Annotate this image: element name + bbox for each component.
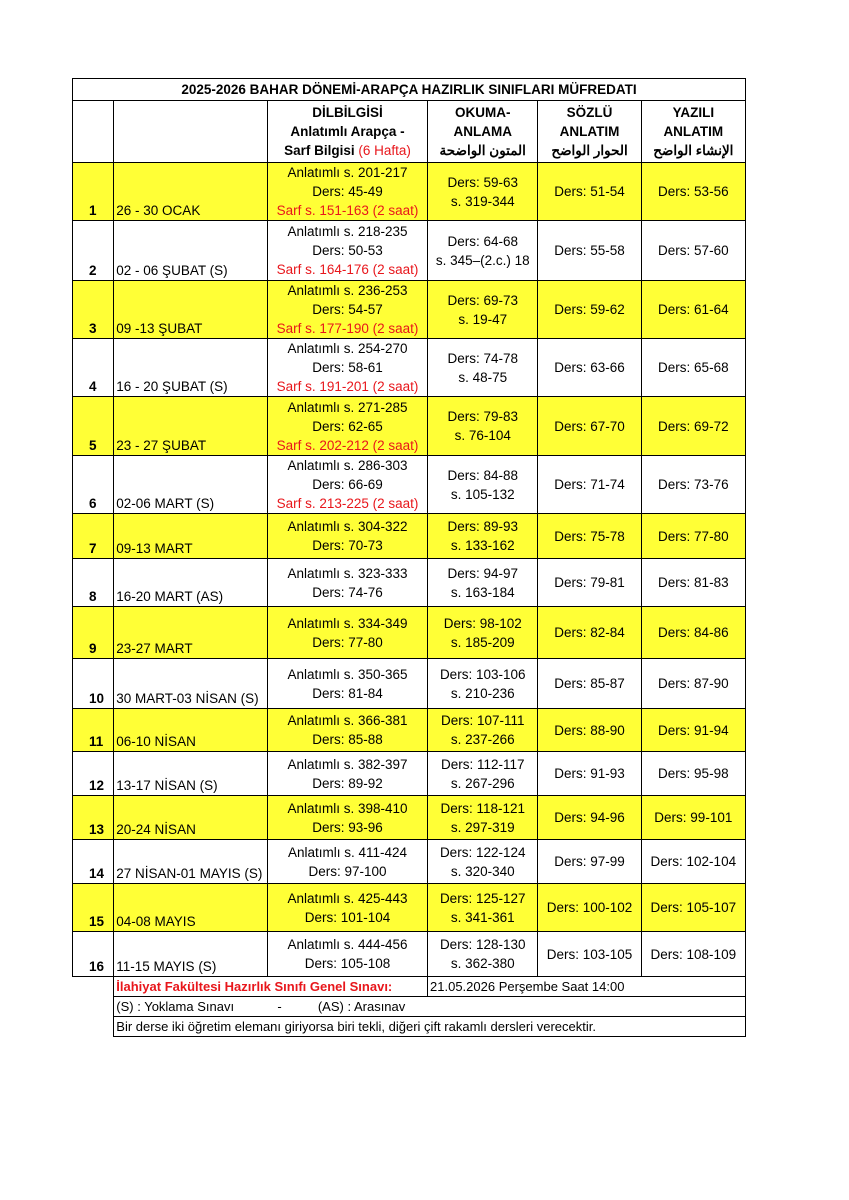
dil-line-2: Ders: 93-96	[312, 819, 383, 835]
table-row	[73, 397, 746, 456]
okuma-cell	[428, 796, 538, 840]
table-row	[73, 514, 746, 559]
dil-line-2: Ders: 45-49	[312, 184, 383, 199]
okuma-line-2: s. 237-266	[450, 732, 515, 747]
sozlu-cell: Ders: 100-102	[538, 884, 641, 932]
okuma-cell	[428, 752, 538, 796]
week-number: 1	[73, 163, 114, 221]
footer-legend-row	[73, 997, 746, 1017]
yazili-cell: Ders: 99-101	[641, 796, 745, 840]
okuma-cell	[428, 221, 538, 281]
header-no	[73, 101, 114, 163]
header-yazili	[641, 101, 745, 163]
footer-exam-date: 21.05.2026 Perşembe Saat 14:00	[428, 977, 746, 997]
okuma-cell	[428, 514, 538, 559]
okuma-line-2: s. 210-236	[450, 685, 515, 701]
week-dates: 02-06 MART (S)	[114, 456, 268, 514]
okuma-cell	[428, 840, 538, 884]
yazili-cell: Ders: 77-80	[641, 514, 745, 559]
dil-line-1: Anlatımlı s. 350-365	[287, 666, 408, 682]
okuma-line-2: s. 76-104	[454, 428, 511, 443]
okuma-cell	[428, 607, 538, 659]
header-okuma	[428, 101, 538, 163]
okuma-line-1: Ders: 118-121	[440, 800, 525, 816]
sarf-line: Sarf s. 213-225 (2 saat)	[276, 496, 419, 511]
okuma-line-2: s. 105-132	[450, 486, 515, 502]
table-row	[73, 796, 746, 840]
dil-line-2: Ders: 81-84	[312, 685, 383, 701]
dil-line-1: Anlatımlı s. 286-303	[287, 458, 408, 473]
week-number: 2	[73, 221, 114, 281]
table-row	[73, 221, 746, 281]
header-okuma-line-1: OKUMA-	[454, 105, 511, 120]
week-number: 8	[73, 559, 114, 607]
dil-line-2: Ders: 58-61	[312, 360, 383, 375]
okuma-line-1: Ders: 79-83	[447, 409, 518, 424]
table-row	[73, 840, 746, 884]
dil-line-1: Anlatımlı s. 323-333	[287, 565, 408, 581]
curriculum-table	[72, 78, 746, 1037]
dil-line-1: Anlatımlı s. 271-285	[287, 399, 408, 415]
week-dates: 23 - 27 ŞUBAT	[114, 397, 268, 456]
sozlu-cell: Ders: 94-96	[538, 796, 641, 840]
header-dil-line-1: DİLBİLGİSİ	[312, 105, 383, 120]
dilbilgisi-cell	[268, 559, 428, 607]
sozlu-cell: Ders: 67-70	[538, 397, 641, 456]
dilbilgisi-cell	[268, 796, 428, 840]
header-row	[73, 101, 746, 163]
dil-line-1: Anlatımlı s. 382-397	[287, 756, 408, 772]
dil-line-2: Ders: 89-92	[312, 775, 383, 791]
dil-line-1: Anlatımlı s. 444-456	[287, 937, 408, 952]
dil-line-1: Anlatımlı s. 366-381	[287, 713, 408, 728]
week-dates: 09-13 MART	[114, 514, 268, 559]
dil-line-2: Ders: 50-53	[312, 243, 383, 258]
yazili-cell: Ders: 95-98	[641, 752, 745, 796]
sarf-line: Sarf s. 177-190 (2 saat)	[276, 321, 419, 336]
dilbilgisi-cell	[268, 221, 428, 281]
sozlu-cell: Ders: 88-90	[538, 709, 641, 752]
table-row	[73, 709, 746, 752]
week-number: 15	[73, 884, 114, 932]
yazili-cell: Ders: 84-86	[641, 607, 745, 659]
sarf-line: Sarf s. 151-163 (2 saat)	[276, 203, 419, 218]
dil-line-1: Anlatımlı s. 304-322	[287, 519, 408, 534]
sozlu-cell: Ders: 91-93	[538, 752, 641, 796]
week-dates: 26 - 30 OCAK	[114, 163, 268, 221]
dilbilgisi-cell	[268, 752, 428, 796]
okuma-cell	[428, 281, 538, 339]
week-dates: 16 - 20 ŞUBAT (S)	[114, 339, 268, 397]
yazili-cell: Ders: 69-72	[641, 397, 745, 456]
table-row	[73, 607, 746, 659]
table-row	[73, 456, 746, 514]
dilbilgisi-cell	[268, 884, 428, 932]
week-dates: 09 -13 ŞUBAT	[114, 281, 268, 339]
table-row	[73, 884, 746, 932]
okuma-line-2: s. 48-75	[458, 369, 508, 385]
table-row	[73, 339, 746, 397]
table-row	[73, 932, 746, 977]
okuma-line-1: Ders: 107-111	[440, 713, 525, 728]
okuma-line-1: Ders: 74-78	[447, 350, 518, 366]
week-number: 6	[73, 456, 114, 514]
okuma-line-2: s. 163-184	[450, 584, 515, 600]
sarf-line: Sarf s. 202-212 (2 saat)	[276, 437, 419, 453]
header-okuma-line-2: ANLAMA	[453, 124, 512, 139]
header-dil-line-3: Sarf Bilgisi	[284, 143, 355, 158]
yazili-cell: Ders: 102-104	[641, 840, 745, 884]
table-row	[73, 752, 746, 796]
dilbilgisi-cell	[268, 514, 428, 559]
okuma-cell	[428, 884, 538, 932]
okuma-line-1: Ders: 128-130	[439, 937, 526, 952]
okuma-cell	[428, 559, 538, 607]
week-number: 11	[73, 709, 114, 752]
footer-note: Bir derse iki öğretim elemanı giriyorsa biri tekli, diğeri çift rakamlı dersleri verecektir.	[114, 1017, 746, 1037]
header-dil-note: (6 Hafta)	[358, 143, 411, 158]
sozlu-cell: Ders: 71-74	[538, 456, 641, 514]
okuma-line-2: s. 267-296	[450, 775, 515, 791]
week-number: 12	[73, 752, 114, 796]
dilbilgisi-cell	[268, 709, 428, 752]
sozlu-cell: Ders: 63-66	[538, 339, 641, 397]
header-sozlu-line-2: ANLATIM	[559, 124, 620, 139]
sozlu-cell: Ders: 59-62	[538, 281, 641, 339]
week-dates: 06-10 NİSAN	[114, 709, 268, 752]
okuma-line-2: s. 341-361	[450, 909, 515, 925]
yazili-cell: Ders: 105-107	[641, 884, 745, 932]
sozlu-cell: Ders: 97-99	[538, 840, 641, 884]
okuma-cell	[428, 659, 538, 709]
dil-line-1: Anlatımlı s. 201-217	[287, 165, 408, 180]
sozlu-cell: Ders: 75-78	[538, 514, 641, 559]
week-number: 7	[73, 514, 114, 559]
dil-line-2: Ders: 70-73	[312, 538, 383, 553]
okuma-cell	[428, 932, 538, 977]
okuma-cell	[428, 456, 538, 514]
yazili-cell: Ders: 53-56	[641, 163, 745, 221]
week-number: 5	[73, 397, 114, 456]
okuma-line-1: Ders: 98-102	[443, 615, 522, 631]
dil-line-2: Ders: 97-100	[308, 863, 387, 879]
sozlu-cell: Ders: 55-58	[538, 221, 641, 281]
footer-note-row	[73, 1017, 746, 1037]
dil-line-2: Ders: 74-76	[312, 584, 383, 600]
yazili-cell: Ders: 61-64	[641, 281, 745, 339]
table-row	[73, 163, 746, 221]
week-number: 4	[73, 339, 114, 397]
week-dates: 27 NİSAN-01 MAYIS (S)	[114, 840, 268, 884]
dilbilgisi-cell	[268, 281, 428, 339]
dil-line-2: Ders: 85-88	[312, 732, 383, 747]
yazili-cell: Ders: 91-94	[641, 709, 745, 752]
week-dates: 04-08 MAYIS	[114, 884, 268, 932]
okuma-line-2: s. 319-344	[450, 193, 515, 209]
table-row	[73, 281, 746, 339]
yazili-cell: Ders: 57-60	[641, 221, 745, 281]
week-dates: 11-15 MAYIS (S)	[114, 932, 268, 977]
header-dilbilgisi	[268, 101, 428, 163]
dil-line-2: Ders: 66-69	[312, 477, 383, 492]
sozlu-cell: Ders: 51-54	[538, 163, 641, 221]
footer-exam-label: İlahiyat Fakültesi Hazırlık Sınıfı Genel Sınavı:	[114, 977, 428, 997]
dil-line-2: Ders: 62-65	[312, 418, 383, 434]
yazili-cell: Ders: 81-83	[641, 559, 745, 607]
yazili-cell: Ders: 87-90	[641, 659, 745, 709]
week-dates: 20-24 NİSAN	[114, 796, 268, 840]
sozlu-cell: Ders: 85-87	[538, 659, 641, 709]
okuma-line-2: s. 345–(2.c.) 18	[435, 252, 530, 268]
dilbilgisi-cell	[268, 840, 428, 884]
week-number: 13	[73, 796, 114, 840]
week-number: 3	[73, 281, 114, 339]
okuma-line-1: Ders: 122-124	[439, 844, 526, 860]
header-dil-line-2: Anlatımlı Arapça -	[290, 124, 405, 139]
okuma-line-1: Ders: 69-73	[447, 292, 518, 308]
dil-line-2: Ders: 54-57	[312, 302, 383, 317]
okuma-line-2: s. 320-340	[450, 863, 515, 879]
header-okuma-arabic: المتون الواضحة	[439, 143, 526, 158]
week-dates: 23-27 MART	[114, 607, 268, 659]
sozlu-cell: Ders: 82-84	[538, 607, 641, 659]
okuma-line-2: s. 185-209	[450, 634, 515, 650]
yazili-cell: Ders: 65-68	[641, 339, 745, 397]
dil-line-1: Anlatımlı s. 398-410	[287, 800, 408, 816]
header-yazili-line-2: ANLATIM	[663, 124, 724, 139]
sozlu-cell: Ders: 103-105	[538, 932, 641, 977]
dilbilgisi-cell	[268, 659, 428, 709]
footer-exam-row	[73, 977, 746, 997]
header-yazili-arabic: الإنشاء الواضح	[653, 143, 734, 158]
dil-line-2: Ders: 77-80	[312, 634, 383, 650]
dil-line-1: Anlatımlı s. 254-270	[287, 341, 408, 356]
header-date	[114, 101, 268, 163]
week-number: 10	[73, 659, 114, 709]
dilbilgisi-cell	[268, 456, 428, 514]
okuma-cell	[428, 709, 538, 752]
header-sozlu-arabic: الحوار الواضح	[551, 143, 628, 158]
dil-line-1: Anlatımlı s. 411-424	[288, 844, 408, 860]
week-dates: 16-20 MART (AS)	[114, 559, 268, 607]
dil-line-2: Ders: 105-108	[304, 956, 391, 971]
footer-legend: (S) : Yoklama Sınavı - (AS) : Arasınav	[114, 997, 746, 1017]
sarf-line: Sarf s. 164-176 (2 saat)	[276, 262, 419, 277]
dilbilgisi-cell	[268, 339, 428, 397]
dil-line-2: Ders: 101-104	[304, 909, 391, 925]
okuma-line-1: Ders: 89-93	[447, 519, 518, 534]
sarf-line: Sarf s. 191-201 (2 saat)	[276, 379, 419, 394]
dilbilgisi-cell	[268, 163, 428, 221]
okuma-line-1: Ders: 59-63	[447, 174, 518, 190]
sozlu-cell: Ders: 79-81	[538, 559, 641, 607]
table-row	[73, 659, 746, 709]
dil-line-1: Anlatımlı s. 425-443	[287, 890, 408, 906]
okuma-line-1: Ders: 64-68	[447, 233, 518, 249]
week-dates: 13-17 NİSAN (S)	[114, 752, 268, 796]
week-dates: 02 - 06 ŞUBAT (S)	[114, 221, 268, 281]
dilbilgisi-cell	[268, 607, 428, 659]
okuma-line-2: s. 297-319	[450, 819, 515, 835]
okuma-line-2: s. 19-47	[458, 311, 508, 327]
dilbilgisi-cell	[268, 932, 428, 977]
okuma-cell	[428, 163, 538, 221]
week-dates: 30 MART-03 NİSAN (S)	[114, 659, 268, 709]
okuma-cell	[428, 397, 538, 456]
okuma-line-1: Ders: 103-106	[439, 666, 526, 682]
yazili-cell: Ders: 108-109	[641, 932, 745, 977]
yazili-cell: Ders: 73-76	[641, 456, 745, 514]
header-sozlu	[538, 101, 641, 163]
okuma-line-1: Ders: 84-88	[447, 467, 518, 483]
okuma-line-1: Ders: 112-117	[440, 756, 525, 772]
okuma-line-1: Ders: 94-97	[447, 565, 518, 581]
header-sozlu-line-1: SÖZLÜ	[566, 105, 613, 120]
page-title: 2025-2026 BAHAR DÖNEMİ-ARAPÇA HAZIRLIK SINIFLARI MÜFREDATI	[73, 79, 746, 101]
week-number: 9	[73, 607, 114, 659]
table-row	[73, 559, 746, 607]
dil-line-1: Anlatımlı s. 218-235	[287, 224, 408, 239]
header-yazili-line-1: YAZILI	[672, 105, 715, 120]
dil-line-1: Anlatımlı s. 236-253	[287, 283, 408, 298]
okuma-line-2: s. 362-380	[450, 956, 515, 971]
okuma-cell	[428, 339, 538, 397]
dil-line-1: Anlatımlı s. 334-349	[287, 615, 408, 631]
dilbilgisi-cell	[268, 397, 428, 456]
week-number: 16	[73, 932, 114, 977]
okuma-line-1: Ders: 125-127	[439, 890, 526, 906]
week-number: 14	[73, 840, 114, 884]
okuma-line-2: s. 133-162	[450, 538, 515, 553]
